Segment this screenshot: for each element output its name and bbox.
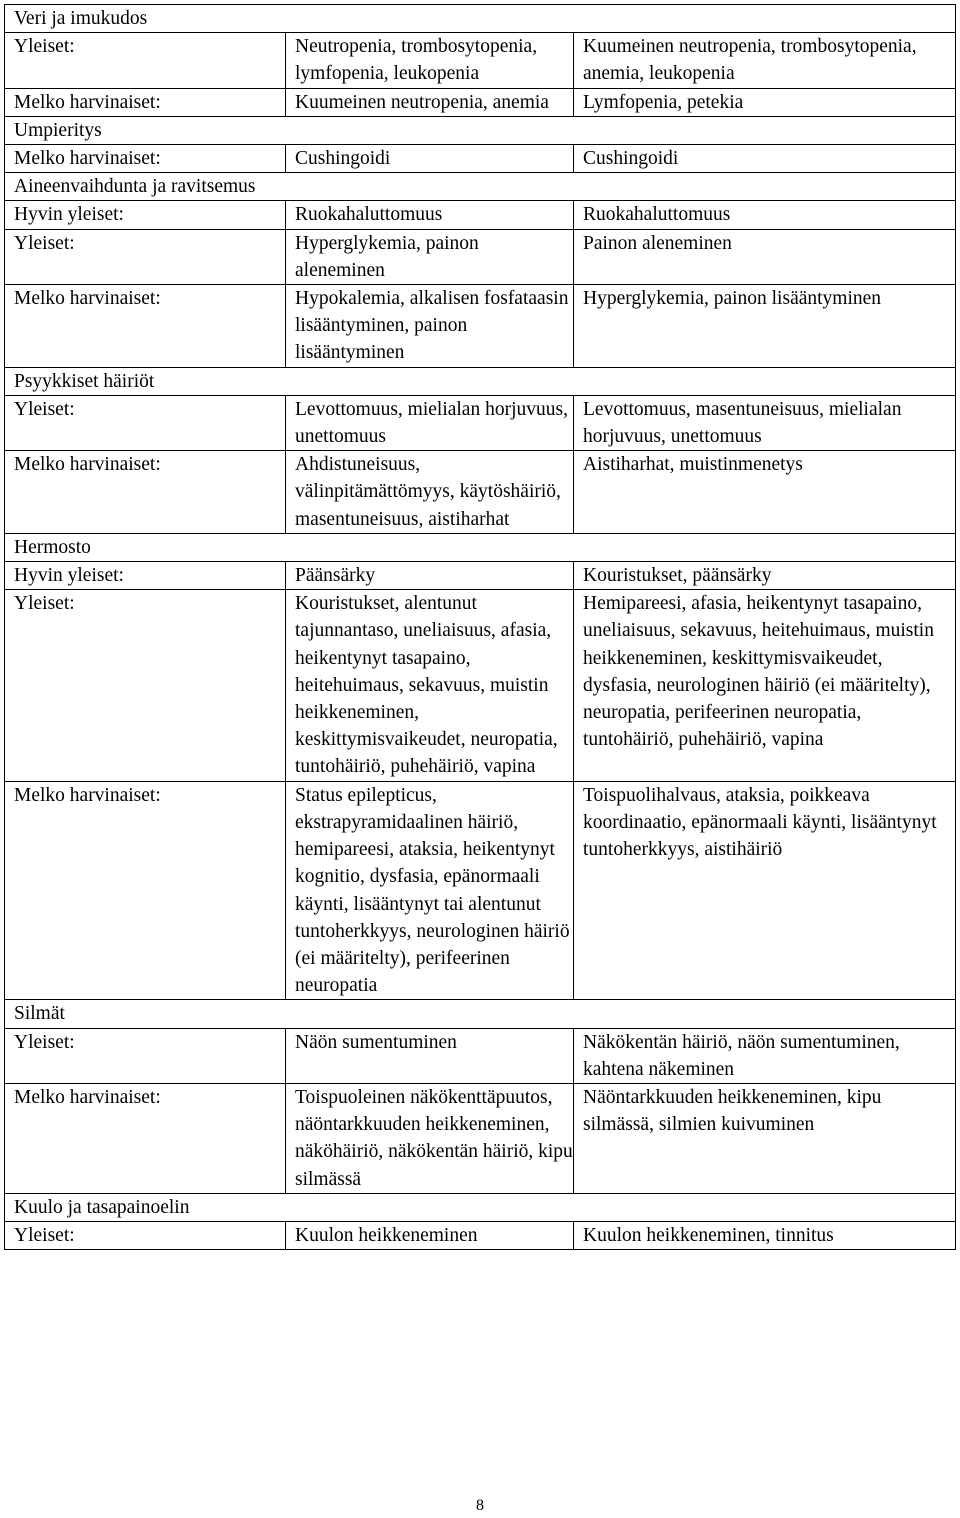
table-row [5,395,956,450]
table-row [5,285,956,368]
table-row [5,1221,956,1249]
frequency-cell: Melko harvinaiset: [5,781,286,1000]
frequency-cell: Melko harvinaiset: [5,145,286,173]
effect-cell-column-1: Levottomuus, mielialan horjuvuus, unettomuus [286,395,574,450]
page-number: 8 [476,1497,484,1514]
effect-cell-column-2: Kuumeinen neutropenia, trombosytopenia, anemia, leukopenia [574,33,956,88]
effect-cell-column-1: Näön sumentuminen [286,1028,574,1083]
table-row [5,145,956,173]
effect-cell-column-1: Neutropenia, trombosytopenia, lymfopenia, leukopenia [286,33,574,88]
effect-cell-column-2: Toispuolihalvaus, ataksia, poikkeava koordinaatio, epänormaali käynti, lisääntynyt tuntoherkkyys, aistihäiriö [574,781,956,1000]
effect-cell-column-1: Kuulon heikkeneminen [286,1221,574,1249]
effect-cell-column-2: Kuulon heikkeneminen, tinnitus [574,1221,956,1249]
frequency-cell: Yleiset: [5,395,286,450]
effect-cell-column-2: Hemipareesi, afasia, heikentynyt tasapaino, uneliaisuus, sekavuus, heitehuimaus, muistin heikkeneminen, keskittymisvaikeudet, dysfasia, neurologinen häiriö (ei määritelty), neuropatia, perifeerinen neuropatia, tuntohäiriö, puhehäiriö, vapina [574,590,956,781]
section-title: Kuulo ja tasapainoelin [5,1193,956,1221]
section-title: Umpieritys [5,116,956,144]
effect-cell-column-2: Hyperglykemia, painon lisääntyminen [574,285,956,368]
table-row [5,781,956,1000]
effect-cell-column-1: Ruokahaluttomuus [286,201,574,229]
table-row [5,1028,956,1083]
frequency-cell: Yleiset: [5,1028,286,1083]
frequency-cell: Yleiset: [5,33,286,88]
frequency-cell: Melko harvinaiset: [5,1083,286,1193]
section-header-row [5,1193,956,1221]
table-row [5,1083,956,1193]
effect-cell-column-1: Päänsärky [286,562,574,590]
effect-cell-column-2: Näöntarkkuuden heikkeneminen, kipu silmässä, silmien kuivuminen [574,1083,956,1193]
frequency-cell: Hyvin yleiset: [5,562,286,590]
section-title: Veri ja imukudos [5,5,956,33]
frequency-cell: Yleiset: [5,229,286,284]
table-row [5,590,956,781]
section-title: Aineenvaihdunta ja ravitsemus [5,173,956,201]
section-title: Psyykkiset häiriöt [5,367,956,395]
section-header-row [5,5,956,33]
effect-cell-column-1: Hypokalemia, alkalisen fosfataasin lisääntyminen, painon lisääntyminen [286,285,574,368]
section-header-row [5,116,956,144]
section-header-row [5,173,956,201]
effect-cell-column-2: Näkökentän häiriö, näön sumentuminen, kahtena näkeminen [574,1028,956,1083]
frequency-cell: Melko harvinaiset: [5,285,286,368]
section-header-row [5,533,956,561]
table-row [5,88,956,116]
table-row [5,33,956,88]
effect-cell-column-1: Status epilepticus, ekstrapyramidaalinen häiriö, hemipareesi, ataksia, heikentynyt kognitio, dysfasia, epänormaali käynti, lisääntynyt tai alentunut tuntoherkkyys, neurologinen häiriö (ei määritelty), perifeerinen neuropatia [286,781,574,1000]
table-row [5,562,956,590]
effect-cell-column-2: Cushingoidi [574,145,956,173]
effect-cell-column-2: Aistiharhat, muistinmenetys [574,451,956,534]
effect-cell-column-1: Kuumeinen neutropenia, anemia [286,88,574,116]
effect-cell-column-1: Cushingoidi [286,145,574,173]
section-title: Silmät [5,1000,956,1028]
effect-cell-column-2: Ruokahaluttomuus [574,201,956,229]
table-row [5,451,956,534]
adverse-effects-table [4,4,956,1250]
section-header-row [5,1000,956,1028]
effect-cell-column-2: Levottomuus, masentuneisuus, mielialan horjuvuus, unettomuus [574,395,956,450]
frequency-cell: Melko harvinaiset: [5,88,286,116]
table-row [5,229,956,284]
table-row [5,201,956,229]
effect-cell-column-1: Kouristukset, alentunut tajunnantaso, uneliaisuus, afasia, heikentynyt tasapaino, heitehuimaus, sekavuus, muistin heikkeneminen, keskittymisvaikeudet, neuropatia, tuntohäiriö, puhehäiriö, vapina [286,590,574,781]
effect-cell-column-2: Kouristukset, päänsärky [574,562,956,590]
effect-cell-column-1: Ahdistuneisuus, välinpitämättömyys, käytöshäiriö, masentuneisuus, aistiharhat [286,451,574,534]
effect-cell-column-1: Toispuoleinen näkökenttäpuutos, näöntarkkuuden heikkeneminen, näköhäiriö, näkökentän häiriö, kipu silmässä [286,1083,574,1193]
frequency-cell: Yleiset: [5,590,286,781]
frequency-cell: Yleiset: [5,1221,286,1249]
section-header-row [5,367,956,395]
frequency-cell: Hyvin yleiset: [5,201,286,229]
effect-cell-column-2: Painon aleneminen [574,229,956,284]
frequency-cell: Melko harvinaiset: [5,451,286,534]
section-title: Hermosto [5,533,956,561]
effect-cell-column-1: Hyperglykemia, painon aleneminen [286,229,574,284]
effect-cell-column-2: Lymfopenia, petekia [574,88,956,116]
adverse-effects-table-body [5,5,956,1250]
